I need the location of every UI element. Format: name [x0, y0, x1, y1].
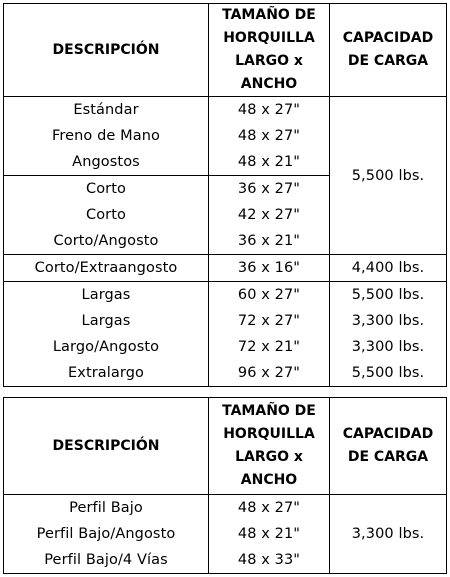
table-row — [4, 495, 447, 522]
cell-description: Perfil Bajo/4 Vías — [4, 547, 209, 574]
cell-description: Angostos — [4, 149, 209, 176]
cell-size: 96 x 27" — [209, 360, 330, 387]
header-fork-size — [209, 4, 330, 97]
cell-description: Extralargo — [4, 360, 209, 387]
cell-description: Perfil Bajo/Angosto — [4, 521, 209, 547]
cell-size: 36 x 16" — [209, 255, 330, 282]
low-profile-table — [3, 397, 447, 574]
cell-size: 72 x 21" — [209, 334, 330, 360]
header-line: LARGO x — [235, 449, 303, 465]
cell-size: 42 x 27" — [209, 202, 330, 228]
cell-description: Corto — [4, 202, 209, 228]
fork-size-table — [3, 3, 447, 387]
header-line: HORQUILLA — [223, 426, 315, 442]
header-capacity — [330, 398, 447, 495]
cell-size: 48 x 21" — [209, 149, 330, 176]
cell-size: 36 x 21" — [209, 228, 330, 255]
header-line: HORQUILLA — [223, 30, 315, 46]
table-row — [4, 255, 447, 282]
cell-capacity: 5,500 lbs. — [330, 360, 447, 387]
table-row — [4, 282, 447, 309]
cell-description: Largo/Angosto — [4, 334, 209, 360]
header-line: DE CARGA — [347, 449, 429, 465]
cell-capacity-merged: 5,500 lbs. — [330, 97, 447, 255]
cell-size: 48 x 33" — [209, 547, 330, 574]
cell-capacity: 4,400 lbs. — [330, 255, 447, 282]
header-line: LARGO x — [235, 53, 303, 69]
cell-capacity: 3,300 lbs. — [330, 308, 447, 334]
table-row — [4, 308, 447, 334]
header-line: DE CARGA — [347, 53, 429, 69]
header-row — [4, 4, 447, 97]
cell-description: Estándar — [4, 97, 209, 124]
cell-capacity-merged: 3,300 lbs. — [330, 495, 447, 574]
cell-description: Corto/Extraangosto — [4, 255, 209, 282]
header-capacity — [330, 4, 447, 97]
header-fork-size — [209, 398, 330, 495]
header-line: ANCHO — [240, 76, 298, 92]
header-line: CAPACIDAD — [342, 426, 434, 442]
cell-size: 48 x 27" — [209, 123, 330, 149]
cell-description: Freno de Mano — [4, 123, 209, 149]
table-row — [4, 360, 447, 387]
cell-description: Largas — [4, 308, 209, 334]
cell-size: 48 x 27" — [209, 495, 330, 522]
cell-size: 36 x 27" — [209, 176, 330, 203]
cell-description: Largas — [4, 282, 209, 309]
header-line: ANCHO — [240, 472, 298, 488]
cell-description: Perfil Bajo — [4, 495, 209, 522]
cell-description: Corto/Angosto — [4, 228, 209, 255]
cell-size: 48 x 27" — [209, 97, 330, 124]
header-row — [4, 398, 447, 495]
table-row — [4, 334, 447, 360]
cell-size: 48 x 21" — [209, 521, 330, 547]
header-description: DESCRIPCIÓN — [4, 398, 209, 495]
cell-description: Corto — [4, 176, 209, 203]
cell-size: 60 x 27" — [209, 282, 330, 309]
header-description: DESCRIPCIÓN — [4, 4, 209, 97]
cell-capacity: 5,500 lbs. — [330, 282, 447, 309]
header-line: TAMAÑO DE — [222, 403, 316, 419]
table-row — [4, 97, 447, 124]
cell-size: 72 x 27" — [209, 308, 330, 334]
cell-capacity: 3,300 lbs. — [330, 334, 447, 360]
header-line: TAMAÑO DE — [222, 7, 316, 23]
header-line: CAPACIDAD — [342, 30, 434, 46]
